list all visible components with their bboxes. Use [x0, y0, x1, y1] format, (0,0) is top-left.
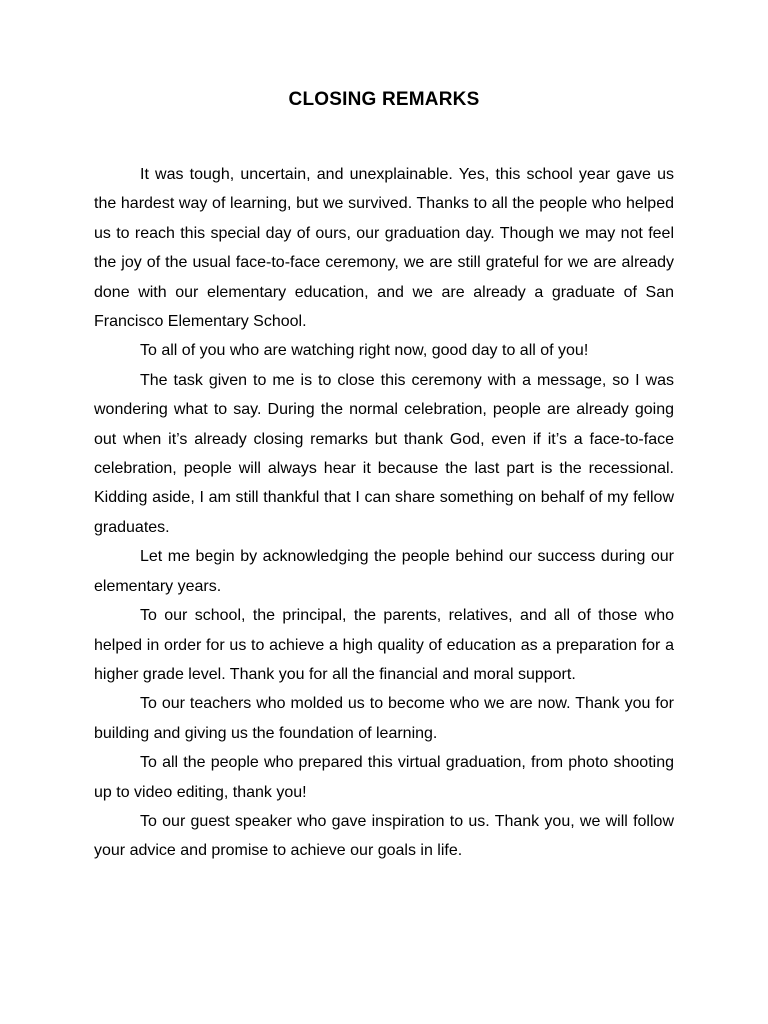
paragraph-greeting: To all of you who are watching right now, good day to all of you!	[140, 342, 589, 360]
paragraph-speaker-thanks: To our guest speaker who gave inspiration to us. Thank you, we will follow your advice and promise to achieve our goals in life.	[94, 812, 674, 860]
paragraph-organizers-thanks: To all the people who prepared this virtual graduation, from photo shooting up to video editing, thank you!	[94, 754, 674, 801]
document-body	[94, 160, 674, 866]
document-title: CLOSING REMARKS	[288, 89, 480, 110]
paragraph-task: The task given to me is to close this ceremony with a message, so I was wondering what to say. During the normal celebration, people are already going out when it’s already closing remarks but thank God, even if it’s a face-to-face celebration, people will always hear it because the last part is the recessional. Kidding aside, I am still thankful that I can share something on behalf of my fellow graduates.	[94, 371, 674, 536]
paragraph-teachers-thanks: To our teachers who molded us to become who we are now. Thank you for building and giving us the foundation of learning.	[94, 695, 674, 742]
paragraph-school-thanks: To our school, the principal, the parents, relatives, and all of those who helped in order for us to achieve a high quality of education as a preparation for a higher grade level. Thank you for all the financial and moral support.	[94, 607, 674, 683]
paragraph-acknowledgement-intro: Let me begin by acknowledging the people behind our success during our elementary years.	[94, 548, 674, 595]
paragraph-opening: It was tough, uncertain, and unexplainable. Yes, this school year gave us the hardest way of learning, but we survived. Thanks to all the people who helped us to reach this special day of ours, our graduation day. Though we may not feel the joy of the usual face-to-face ceremony, we are still grateful for we are already done with our elementary education, and we are already a graduate of San Francisco Elementary School.	[94, 166, 674, 331]
